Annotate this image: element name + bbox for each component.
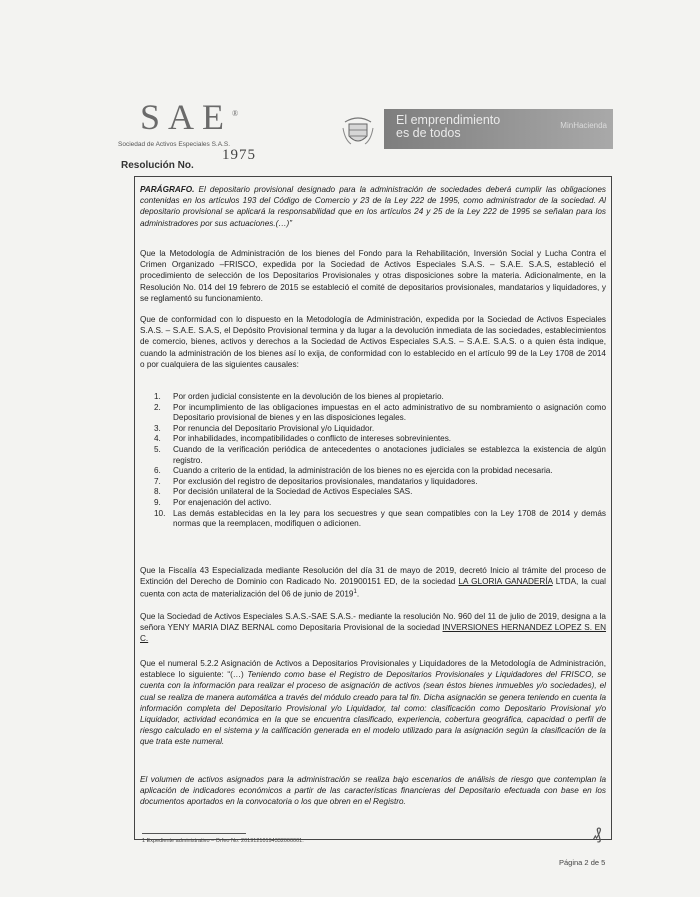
paragraph-designation: Que la Sociedad de Activos Especiales S.A.S.-SAE S.A.S.- mediante la resolución No. 960 del 11 de julio de 2019, designa a la señora YENY MARIA DIAZ BERNAL como Depositaria Provisional de la sociedad INVERSIONES HERNANDEZ LOPEZ S. EN C. [140, 612, 607, 644]
causal-number: 2. [154, 402, 161, 412]
causal-number: 10. [154, 508, 166, 518]
causales-list [140, 392, 606, 530]
paragrafo-label: PARÁGRAFO. [140, 185, 195, 194]
causal-text: Por decisión unilateral de la Sociedad de Activos Especiales SAS. [173, 487, 413, 497]
causal-item [140, 434, 606, 445]
colombia-coat-of-arms-icon [341, 112, 375, 150]
causal-text: Por inhabilidades, incompatibilidades o conflicto de intereses sobrevinientes. [173, 434, 452, 444]
causal-item [140, 498, 606, 509]
sae-logo: SAE® [140, 97, 239, 137]
company-gloria: LA GLORIA GANADERÍA [458, 577, 553, 587]
causal-number: 8. [154, 487, 161, 497]
causal-number: 9. [154, 497, 161, 507]
company-name: Sociedad de Activos Especiales S.A.S. [118, 141, 231, 148]
resolution-label: Resolución No. [121, 160, 194, 171]
paragraph-fiscalia: Que la Fiscalía 43 Especializada mediante Resolución del día 31 de mayo de 2019, decretó Inicio al trámite del proceso de Extinción del Derecho de Dominio con Radicado No. 201900151 ED, de la sociedad LA GLORIA GANADERÍA LTDA, la cual cuenta con acta de materialización del 06 de junio de 2019$^1$. [140, 566, 607, 600]
causal-item [140, 509, 606, 530]
page-number: Página 2 de 5 [559, 858, 606, 867]
causal-number: 7. [154, 476, 161, 486]
paragrafo [140, 184, 606, 229]
causal-number: 3. [154, 423, 161, 433]
causal-item [140, 392, 606, 403]
causal-text: Por exclusión del registro de depositarios provisionales, mandatarios y liquidadores. [173, 476, 478, 486]
causal-item [140, 403, 606, 424]
causal-text: Por orden judicial consistente en la devolución de los bienes al propietario. [173, 392, 444, 401]
banner-line-1: El emprendimiento [396, 113, 501, 127]
paragraph-volume: El volumen de activos asignados para la administración se realiza bajo escenarios de análisis de riesgo que contemplan la aplicación de indicadores económicos a partir de las características financieras del Depositario efectuada con base en los documentos aportados en la convocatoria o los que obren en el Registro. [140, 775, 606, 807]
causal-number: 6. [154, 466, 161, 476]
paragraph-termination: Que de conformidad con lo dispuesto en la Metodología de Administración, expedida por la Sociedad de Activos Especiales S.A.S. – S.A.E. S.A.S, el Depósito Provisional termina y da lugar a la devolución inmediata de las sociedades, establecimientos de comercio, bienes, activos y derechos a la Sociedad de Activos Especiales S.A.S. – S.A.E. S.A.S. o a quien ésta indique, cuando la administración de los bienes así lo exija, de conformidad con lo establecido en el artículo 99 de la Ley 1708 de 2014 o por cualquiera de las siguientes causales: [140, 315, 606, 369]
banner-line-2: es de todos [396, 126, 461, 140]
signature-mark: ₰ [593, 826, 602, 843]
causal-number: 4. [154, 434, 161, 444]
footnote-divider [142, 833, 246, 834]
paragrafo-text: El depositario provisional designado para la administración de sociedades deberá cumplir las obligaciones contenidas en los artículos 193 del Código de Comercio y 23 de la Ley 222 de 1995, como administrador de la sociedad. Al depositario provisional se aplicará la responsabilidad que en los artículos 24 y 25 de la Ley 222 de 1995 se señalan para los administradores por sus actuaciones.(…)” [140, 185, 606, 228]
causal-text: Por incumplimiento de las obligaciones impuestas en el acto administrativo de su nombramiento o asignación como Depositario provisional de bienes y en las disposiciones legales. [173, 402, 606, 423]
resolution-number: 1975 [222, 147, 256, 163]
footnote: 1 Expediente administrativo – Orfeo No. 20191210194332000001. [142, 838, 304, 844]
paragraph-methodology: Que la Metodología de Administración de los bienes del Fondo para la Rehabilitación, Inversión Social y Lucha Contra el Crimen Organizado –FRISCO, expedida por la Sociedad de Activos Especiales S.A.S. – S.A.E. S.A.S, estableció el procedimiento de selección de los Depositarios Provisionales y otras disposiciones sobre la materia. Adicionalmente, en la Resolución No. 014 del 19 febrero de 2015 se estableció el comité de depositarios provisionales, mandatarios y liquidadores, y se reglamentó su funcionamiento. [140, 249, 606, 303]
causal-text: Cuando de la verificación periódica de antecedentes o anotaciones judiciales se establezca la existencia de algún registro. [173, 444, 606, 465]
banner-ministry: MinHacienda [560, 121, 607, 130]
causal-item [140, 445, 606, 466]
causal-text: Por renuncia del Depositario Provisional y/o Liquidador. [173, 423, 375, 433]
causal-text: Las demás establecidas en la ley para los secuestres y que sean compatibles con la Ley 1708 de 2014 y demás normas que la reemplacen, modifiquen o adicionen. [173, 508, 606, 529]
causal-item [140, 487, 606, 498]
causal-number: 1. [154, 392, 161, 401]
causal-number: 5. [154, 444, 161, 454]
causal-text: Por enajenación del activo. [173, 497, 272, 507]
causal-item [140, 424, 606, 435]
government-banner [384, 109, 613, 149]
paragraph-numeral: Que el numeral 5.2.2 Asignación de Activos a Depositarios Provisionales y Liquidadores de la Metodología de Administración, establece lo siguiente: “(…) Teniendo como base el Registro de Depositarios Provisionales y Liquidadores del FRISCO, se cuenta con la información para realizar el proceso de asignación de activos (sean éstos bienes inmuebles y/o sociedades), el cual se realiza de manera automática a través del módulo creado para tal fin. Dicha asignación se genera teniendo en cuenta la información completa del Depositario Provisional y/o Liquidador, tal como: clasificación como Depositario Provisional y/o Liquidador, actividad económica en la que se encuentra clasificado, experiencia, cobertura geográfica, capacidad o perfil de riesgo calculado en el sistema y la calificación generada en el modelo utilizado para la asignación según la clasificación de la que trata este numeral. [140, 659, 606, 747]
causal-item [140, 477, 606, 488]
causal-text: Cuando a criterio de la entidad, la administración de los bienes no es ejercida con la probidad necesaria. [173, 466, 553, 476]
causal-item [140, 466, 606, 477]
company-inversiones: INVERSIONES HERNANDEZ LOPEZ S. EN C. [140, 623, 607, 644]
